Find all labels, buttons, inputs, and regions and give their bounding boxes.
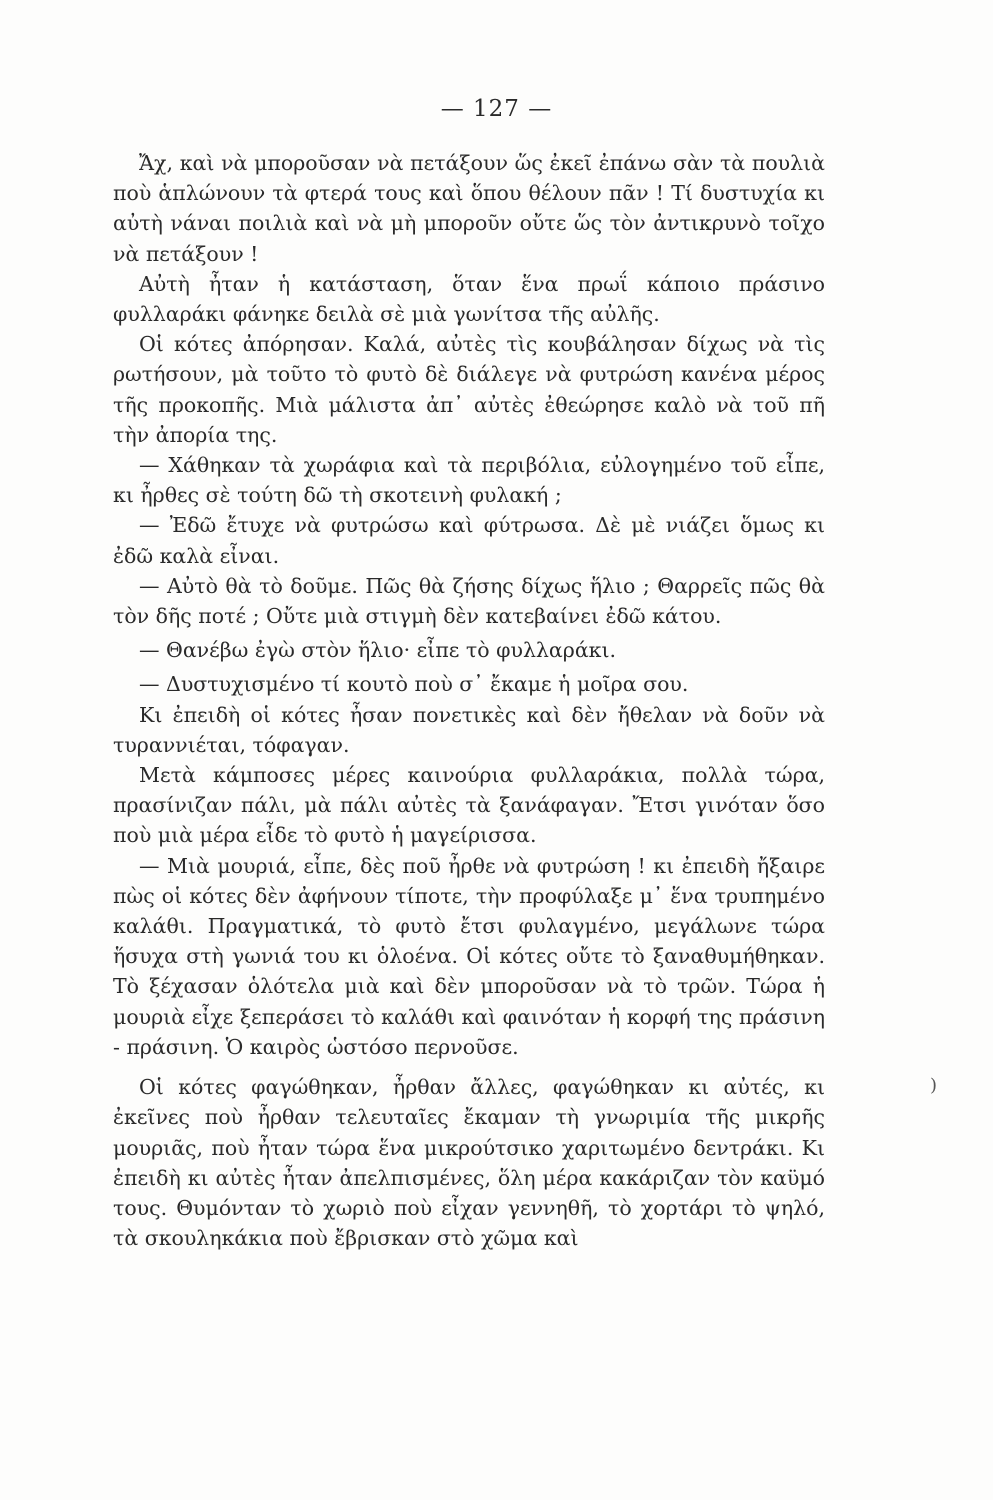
paragraph: Κι ἐπειδὴ οἱ κότες ἦσαν πονετικὲς καὶ δὲν ἤθελαν νὰ δοῦν νὰ τυραννιέται, τόφαγαν. [113,702,825,757]
dialogue-line: — Αὐτὸ θὰ τὸ δοῦμε. Πῶς θὰ ζήσης δίχως ἥλιο ; Θαρρεῖς πῶς θὰ τὸν δῆς ποτέ ; Οὔτε μιὰ στιγμὴ δὲν κατεβαίνει ἐδῶ κάτου. [113,573,825,629]
paragraph: Οἱ κότες φαγώθηκαν, ἦρθαν ἄλλες, φαγώθηκαν κι αὐτές, κι ἐκεῖνες ποὺ ἦρθαν τελευταῖες ἔκαμαν τὴ γνωριμία τῆς μικρῆς μουριᾶς, ποὺ ἦταν τώρα ἕνα μικρούτσικο χαριτωμένο δεντράκι. Κι ἐπειδὴ κι αὐτὲς ἦταν ἀπελπισμένες, ὅλη μέρα κακάριζαν τὸν καϋμό τους. Θυμόνταν τὸ χωριὸ ποὺ εἶχαν γεννηθῆ, τὸ χορτάρι τὸ ψηλό, τὰ σκουληκάκια ποὺ ἔβρισκαν στὸ χῶμα καὶ [113,1075,825,1251]
page-body [113,148,825,1253]
dialogue-line: — Χάθηκαν τὰ χωράφια καὶ τὰ περιβόλια, εὐλογημένο τοῦ εἶπε, κι ἦρθες σὲ τούτη δῶ τὴ σκοτεινὴ φυλακή ; [113,453,825,508]
paragraph: Αὐτὴ ἦταν ἡ κατάσταση, ὅταν ἕνα πρωΐ κάποιο πράσινο φυλλαράκι φάνηκε δειλὰ σὲ μιὰ γωνίτσα τῆς αὐλῆς. [113,271,825,327]
dialogue-line: — Ἐδῶ ἔτυχε νὰ φυτρώσω καὶ φύτρωσα. Δὲ μὲ νιάζει ὅμως κι ἐδῶ καλὰ εἶναι. [113,513,825,568]
page-number: — 127 — [440,96,553,122]
dialogue-line: — Δυστυχισμένο τί κουτὸ ποὺ σ᾿ ἔκαμε ἡ μοῖρα σου. [139,672,689,697]
paragraph: Οἱ κότες ἀπόρησαν. Καλά, αὐτὲς τὶς κουβάλησαν δίχως νὰ τὶς ρωτήσουν, μὰ τοῦτο τὸ φυτὸ δὲ διάλεγε νὰ φυτρώση κανένα μέρος τῆς προκοπῆς. Μιὰ μάλιστα ἀπ᾿ αὐτὲς ἐθεώρησε καλὸ νὰ τοῦ πῆ τὴν ἀπορία της. [113,332,825,447]
paragraph: Ἄχ, καὶ νὰ μποροῦσαν νὰ πετάξουν ὥς ἐκεῖ ἐπάνω σὰν τὰ πουλιὰ ποὺ ἁπλώνουν τὰ φτερά τους καὶ ὅπου θέλουν πᾶν ! Τί δυστυχία κι αὐτὴ νάναι ποιλιὰ καὶ νὰ μὴ μποροῦν οὔτε ὥς τὸν ἀντικρυνὸ τοῖχο νὰ πετάξουν ! [113,151,825,266]
margin-mark: ) [930,1075,938,1096]
dialogue-line: — Θανέβω ἐγὼ στὸν ἥλιο· εἶπε τὸ φυλλαράκι. [139,638,617,663]
dialogue-line: — Μιὰ μουριά, εἶπε, δὲς ποῦ ἦρθε νὰ φυτρώση ! κι ἐπειδὴ ἤξαιρε πὼς οἱ κότες δὲν ἀφήνουν τίποτε, τὴν προφύλαξε μ᾿ ἕνα τρυπημένο καλάθι. Πραγματικά, τὸ φυτὸ ἔτσι φυλαγμένο, μεγάλωνε τώρα ἥσυχα στὴ γωνιά του κι ὁλοένα. Οἱ κότες οὔτε τὸ ξαναθυμήθηκαν. Τὸ ξέχασαν ὁλότελα μιὰ καὶ δὲν μποροῦσαν νὰ τὸ τρῶν. Τώρα ἡ μουριὰ εἶχε ξεπεράσει τὸ καλάθι καὶ φαινόταν ἡ κορφή της πράσινη - πράσινη. Ὁ καιρὸς ὡστόσο περνοῦσε. [113,853,825,1059]
paragraph: Μετὰ κάμποσες μέρες καινούρια φυλλαράκια, πολλὰ τώρα, πρασίνιζαν πάλι, μὰ πάλι αὐτὲς τὰ ξανάφαγαν. Ἔτσι γινόταν ὅσο ποὺ μιὰ μέρα εἶδε τὸ φυτὸ ἡ μαγείρισσα. [113,763,825,848]
